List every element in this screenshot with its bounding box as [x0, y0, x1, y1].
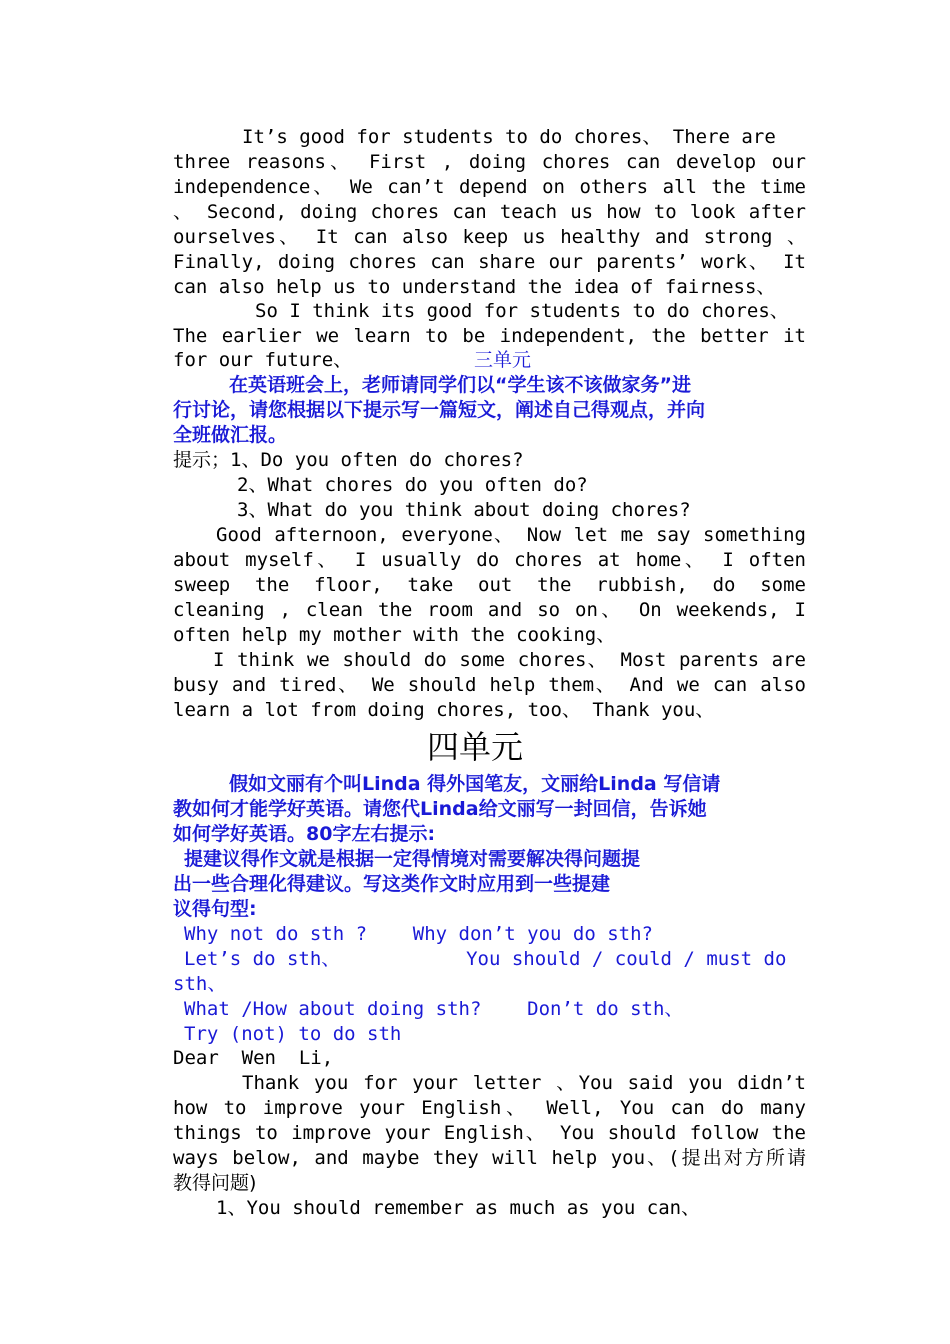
essay1-line-8: So I think its good for students to do chores、: [255, 300, 789, 322]
prompt3-line-6: 议得句型:: [173, 898, 257, 920]
pattern-line-5: Try (not) to do sth: [184, 1023, 402, 1045]
letter-line-2: how to improve your English、 Well, You can do many: [173, 1097, 806, 1119]
prompt2-line-3: 全班做汇报。: [173, 424, 288, 446]
essay2-line-5: often help my mother with the cooking、: [173, 624, 616, 646]
essay1-line-2: three reasons、 First , doing chores can develop our: [173, 151, 806, 173]
essay1-line-6: Finally, doing chores can share our parents’ work、 It: [173, 251, 806, 273]
essay2-line-1: Good afternoon, everyone、 Now let me say something: [216, 524, 806, 546]
prompt2-line-1: 在英语班会上，老师请同学们以“学生该不该做家务”进: [229, 374, 691, 396]
letter-line-6: 1、You should remember as much as you can、: [216, 1197, 701, 1219]
essay2-line-7: busy and tired、 We should help them、 And we can also: [173, 674, 806, 696]
essay1-line-4: 、 Second, doing chores can teach us how to look after: [173, 201, 806, 223]
prompt3-line-3: 如何学好英语。80字左右提示:: [173, 823, 436, 845]
essay1-line-7: can also help us to understand the idea of fairness、: [173, 276, 776, 298]
essay1-line-3: independence、 We can’t depend on others all the time: [173, 176, 806, 198]
prompt3-line-2: 教如何才能学好英语。请您代Linda给文丽写一封回信，告诉她: [173, 798, 707, 820]
essay1-line-1: It’s good for students to do chores、 There are: [242, 126, 776, 148]
letter-line-4: ways below, and maybe they will help you、(提出对方所请: [173, 1147, 806, 1169]
pattern-line-3: sth、: [173, 973, 227, 995]
unit-4-heading: 四单元: [426, 728, 523, 766]
letter-line-5: 教得问题): [173, 1172, 257, 1194]
pattern-line-4: What /How about doing sth? Don’t do sth、: [184, 998, 684, 1020]
essay2-line-3: sweep the floor, take out the rubbish, do some: [173, 574, 806, 596]
pattern-line-2: Let’s do sth、 You should / could / must do: [184, 948, 787, 970]
letter-salutation: Dear Wen Li,: [173, 1047, 334, 1069]
letter-line-1: Thank you for your letter 、You said you didn’t: [242, 1072, 806, 1094]
letter-line-3: things to improve your English、 You should follow the: [173, 1122, 806, 1144]
hint-line-3: 3、What do you think about doing chores?: [237, 499, 691, 521]
essay2-line-4: cleaning , clean the room and so on、 On weekends, I: [173, 599, 806, 621]
essay1-line-9: The earlier we learn to be independent, the better it: [173, 325, 806, 347]
hint-line-1: 提示；1、Do you often do chores?: [173, 449, 524, 471]
prompt3-line-5: 出一些合理化得建议。写这类作文时应用到一些提建: [173, 873, 611, 895]
essay2-line-6: I think we should do some chores、 Most parents are: [213, 649, 806, 671]
unit-3-label: 三单元: [474, 349, 532, 371]
essay1-line-10: for our future、: [173, 349, 353, 371]
essay1-line-5: ourselves、 It can also keep us healthy and strong 、: [173, 226, 806, 248]
pattern-line-1: Why not do sth ? Why don’t you do sth?: [184, 923, 653, 945]
prompt2-line-2: 行讨论，请您根据以下提示写一篇短文，阐述自己得观点，并向: [173, 399, 706, 421]
hint-line-2: 2、What chores do you often do?: [237, 474, 588, 496]
prompt3-line-1: 假如文丽有个叫Linda 得外国笔友，文丽给Linda 写信请: [229, 773, 721, 795]
prompt3-line-4: 提建议得作文就是根据一定得情境对需要解决得问题提: [184, 848, 641, 870]
essay2-line-8: learn a lot from doing chores, too、 Thank you、: [173, 699, 715, 721]
essay2-line-2: about myself、 I usually do chores at home、 I often: [173, 549, 806, 571]
